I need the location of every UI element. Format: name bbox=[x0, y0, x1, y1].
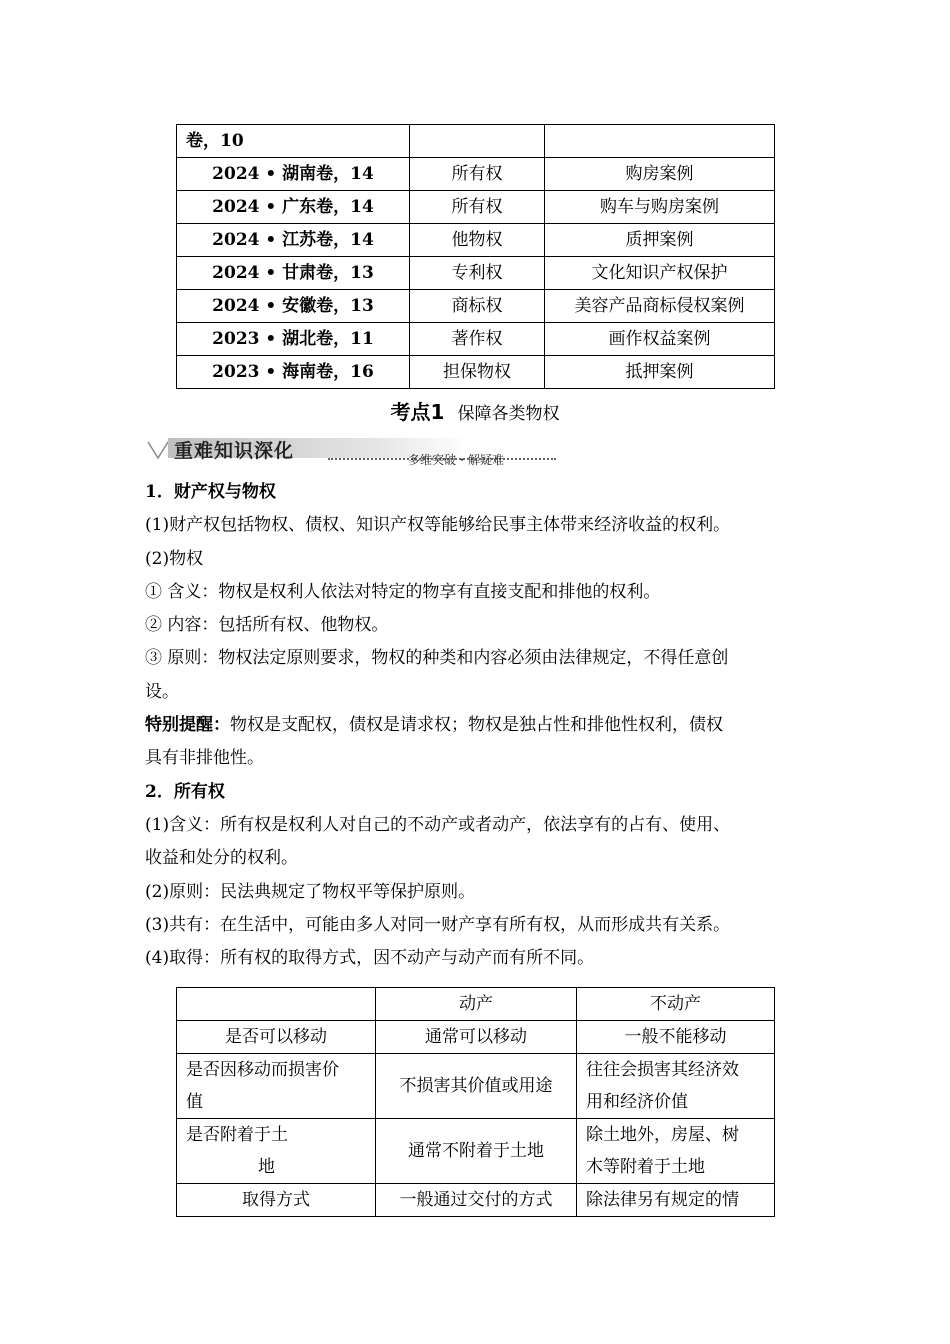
cell-line: 木等附着于土地 bbox=[586, 1157, 705, 1177]
concept-cell: 所有权 bbox=[410, 191, 545, 224]
source-cell: 2023 • 湖北卷，11 bbox=[177, 323, 410, 356]
tip-paragraph bbox=[145, 709, 810, 742]
cell-line: 往往会损害其经济效 bbox=[586, 1060, 739, 1080]
paragraph: (2)物权 bbox=[145, 548, 204, 569]
table-row bbox=[177, 323, 775, 356]
concept-cell bbox=[410, 125, 545, 158]
immovable-cell: 一般不能移动 bbox=[577, 1021, 775, 1054]
knowledge-banner bbox=[146, 436, 546, 472]
cell-line: 用和经济价值 bbox=[586, 1092, 688, 1112]
section-heading bbox=[0, 396, 950, 425]
source-cell: 2023 • 海南卷，16 bbox=[177, 356, 410, 389]
table-row bbox=[177, 988, 775, 1021]
table-row bbox=[177, 290, 775, 323]
concept-cell: 担保物权 bbox=[410, 356, 545, 389]
movable-cell: 通常不附着于土地 bbox=[376, 1119, 577, 1184]
case-cell: 画作权益案例 bbox=[545, 323, 775, 356]
concept-cell: 商标权 bbox=[410, 290, 545, 323]
case-cell: 购房案例 bbox=[545, 158, 775, 191]
row-label bbox=[177, 1054, 376, 1119]
source-cell: 2024 • 广东卷，14 bbox=[177, 191, 410, 224]
source-cell: 2024 • 甘肃卷，13 bbox=[177, 257, 410, 290]
source-cell: 2024 • 安徽卷，13 bbox=[177, 290, 410, 323]
row-label-line: 是否附着于土 bbox=[186, 1125, 288, 1145]
row-label-line: 是否因移动而损害价 bbox=[186, 1060, 339, 1080]
source-cell: 2024 • 江苏卷，14 bbox=[177, 224, 410, 257]
section-label: 考点1 bbox=[390, 400, 445, 424]
movable-cell: 一般通过交付的方式 bbox=[376, 1184, 577, 1217]
case-cell: 文化知识产权保护 bbox=[545, 257, 775, 290]
paragraph: (3)共有：在生活中，可能由多人对同一财产享有所有权，从而形成共有关系。 bbox=[145, 914, 731, 935]
concept-cell: 著作权 bbox=[410, 323, 545, 356]
paragraph: 设。 bbox=[145, 681, 179, 702]
source-cell: 卷，10 bbox=[177, 125, 410, 158]
paragraph: ② 内容：包括所有权、他物权。 bbox=[145, 615, 389, 636]
row-label: 取得方式 bbox=[177, 1184, 376, 1217]
immovable-cell: 除法律另有规定的情 bbox=[577, 1184, 775, 1217]
table-row bbox=[177, 158, 775, 191]
case-cell: 美容产品商标侵权案例 bbox=[545, 290, 775, 323]
content-body bbox=[145, 476, 810, 975]
paragraph: 具有非排他性。 bbox=[145, 748, 264, 769]
paragraph: (4)取得：所有权的取得方式，因不动产与动产而有所不同。 bbox=[145, 948, 595, 969]
section-title: 保障各类物权 bbox=[457, 404, 560, 424]
case-cell: 购车与购房案例 bbox=[545, 191, 775, 224]
concept-cell: 专利权 bbox=[410, 257, 545, 290]
table-row bbox=[177, 1054, 775, 1119]
row-label-line: 值 bbox=[186, 1092, 203, 1112]
heading-property: 1．财产权与物权 bbox=[145, 482, 276, 502]
immovable-cell bbox=[577, 1119, 775, 1184]
table-row bbox=[177, 1119, 775, 1184]
heading-ownership: 2．所有权 bbox=[145, 781, 225, 802]
tip-text: 物权是支配权，债权是请求权；物权是独占性和排他性权利，债权 bbox=[230, 715, 723, 736]
table-row bbox=[177, 257, 775, 290]
paragraph: ③ 原则：物权法定原则要求，物权的种类和内容必须由法律规定，不得任意创 bbox=[145, 648, 729, 669]
table-row bbox=[177, 191, 775, 224]
row-label-line: 地 bbox=[258, 1157, 275, 1177]
paragraph: ① 含义：物权是权利人依法对特定的物享有直接支配和排他的权利。 bbox=[145, 581, 661, 602]
paragraph: (2)原则：民法典规定了物权平等保护原则。 bbox=[145, 881, 476, 902]
case-cell: 抵押案例 bbox=[545, 356, 775, 389]
table-row bbox=[177, 1184, 775, 1217]
source-cell: 2024 • 湖南卷，14 bbox=[177, 158, 410, 191]
header-cell bbox=[177, 988, 376, 1021]
concept-cell: 他物权 bbox=[410, 224, 545, 257]
row-label bbox=[177, 1119, 376, 1184]
table-row bbox=[177, 125, 775, 158]
paragraph: (1)财产权包括物权、债权、知识产权等能够给民事主体带来经济收益的权利。 bbox=[145, 515, 731, 536]
case-cell: 质押案例 bbox=[545, 224, 775, 257]
exam-source-table bbox=[176, 124, 775, 389]
header-cell: 不动产 bbox=[577, 988, 775, 1021]
immovable-cell bbox=[577, 1054, 775, 1119]
banner-title: 重难知识深化 bbox=[174, 440, 295, 462]
movable-cell: 不损害其价值或用途 bbox=[376, 1054, 577, 1119]
table-row bbox=[177, 224, 775, 257]
concept-cell: 所有权 bbox=[410, 158, 545, 191]
cell-line: 除土地外，房屋、树 bbox=[586, 1125, 739, 1145]
movable-cell: 通常可以移动 bbox=[376, 1021, 577, 1054]
header-cell: 动产 bbox=[376, 988, 577, 1021]
paragraph: (1)含义：所有权是权利人对自己的不动产或者动产，依法享有的占有、使用、 bbox=[145, 814, 731, 835]
table-row bbox=[177, 1021, 775, 1054]
table-row bbox=[177, 356, 775, 389]
paragraph: 收益和处分的权利。 bbox=[145, 848, 298, 869]
row-label: 是否可以移动 bbox=[177, 1021, 376, 1054]
banner-subtitle: 多维突破・解疑难 bbox=[408, 453, 505, 467]
case-cell bbox=[545, 125, 775, 158]
tip-label: 特别提醒： bbox=[145, 715, 230, 736]
property-comparison-table bbox=[176, 987, 775, 1217]
